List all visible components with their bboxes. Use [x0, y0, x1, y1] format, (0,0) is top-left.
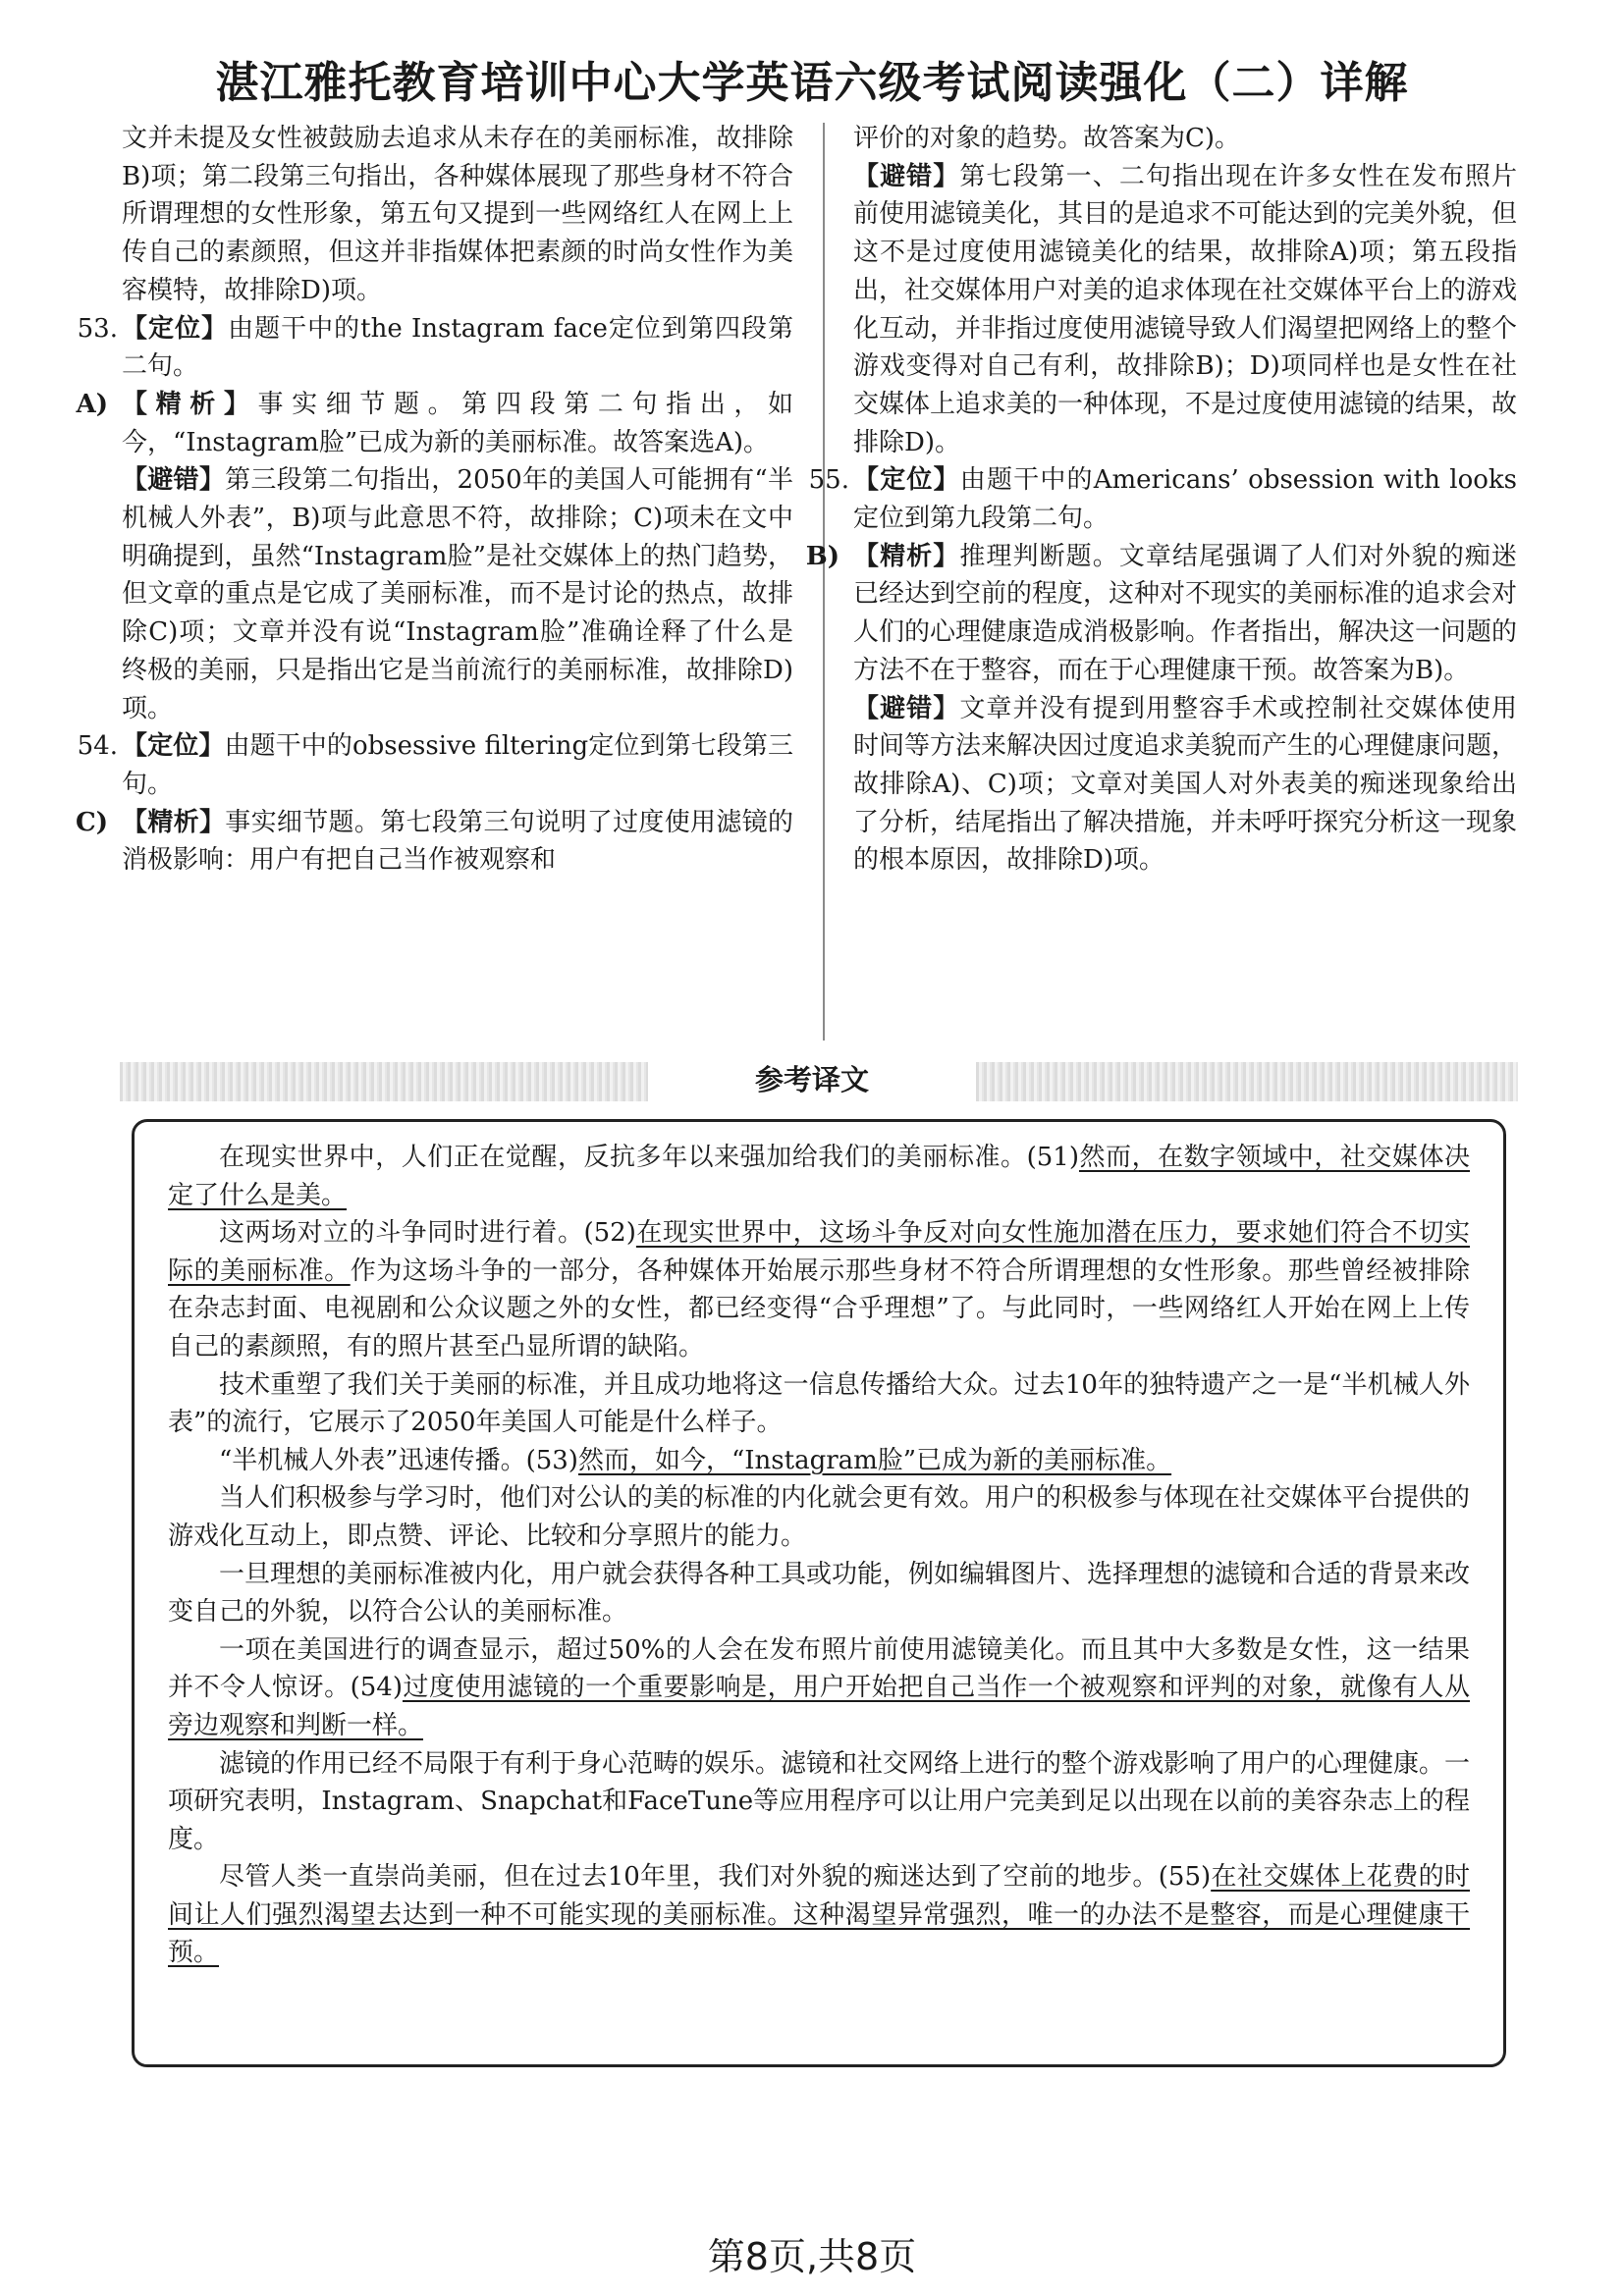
underlined-answer-sentence: 然而，如今，“Instagram脸”已成为新的美丽标准。	[577, 1445, 1172, 1475]
translation-text-run: 尽管人类一直崇尚美丽，但在过去10年里，我们对外貌的痴迷达到了空前的地步。(55)	[219, 1862, 1212, 1893]
q55-number: 55.	[808, 465, 849, 496]
q52-continuation: 文并未提及女性被鼓励去追求从未存在的美丽标准，故排除B)项；第二段第三句指出，各种媒体展现了那些身材不符合所谓理想的女性形象，第五句又提到一些网络红人在网上上传自己的素颜照，但这并非指媒体把素颜的时尚女性作为美容模特，故排除D)项。	[122, 124, 793, 305]
q54-avoid-text: 第七段第一、二句指出现在许多女性在发布照片前使用滤镜美化，其目的是追求不可能达到的完美外貌，但这不是过度使用滤镜美化的结果，故排除A)项；第五段指出，社交媒体用户对美的追求体现在社交媒体平台上的游戏化互动，并非指过度使用滤镜导致人们渴望把网络上的整个游戏变得对自己有利，故排除B)；D)项同样也是女性在社交媒体上追求美的一种体现，不是过度使用滤镜的结果，故排除D)。	[853, 161, 1518, 457]
q54-analysis	[76, 804, 793, 880]
translation-paragraph	[168, 1214, 1470, 1365]
translation-heading: 参考译文	[648, 1058, 976, 1101]
q54-avoid-tag: 【避错】	[853, 161, 960, 191]
q55-avoid-tag: 【避错】	[853, 693, 960, 723]
q53-number: 53.	[77, 313, 118, 344]
q54-number: 54.	[77, 731, 118, 762]
translation-paragraph	[168, 1442, 1470, 1480]
translation-paragraph: 滤镜的作用已经不局限于有利于身心范畴的娱乐。滤镜和社交网络上进行的整个游戏影响了用户的心理健康。一项研究表明，Instagram、Snapchat和FaceTune等应用程序可以让用户完美到足以出现在以前的美容杂志上的程度。	[168, 1748, 1471, 1854]
q55-analysis-tag: 【精析】	[853, 541, 960, 571]
translation-text-run: “半机械人外表”迅速传播。(53)	[219, 1445, 578, 1475]
q53-analysis-text: 事实细节题。第四段第二句指出，如今，“Instagram脸”已成为新的美丽标准。故答案选A)。	[122, 389, 793, 457]
q55-avoid-text: 文章并没有提到用整容手术或控制社交媒体使用时间等方法来解决因过度追求美貌而产生的心理健康问题，故排除A)、C)项；文章对美国人对外表美的痴迷现象给出了分析，结尾指出了解决措施，并未呼吁探究分析这一现象的根本原因，故排除D)项。	[853, 693, 1518, 876]
q53-answer: A)	[76, 389, 108, 419]
q55-locate	[808, 461, 1517, 537]
underlined-answer-sentence: 然而，在数字领域中，社交媒体决定了什么是美。	[168, 1143, 1470, 1210]
q55-avoid	[853, 690, 1517, 881]
underlined-answer-sentence: 过度使用滤镜的一个重要影响是，用户开始把自己当作一个被观察和评判的对象，就像有人从旁边观察和判断一样。	[168, 1673, 1470, 1740]
translation-text-run: 一项在美国进行的调查显示，超过50%的人会在发布照片前使用滤镜美化。而且其中大多数是女性，这一结果并不令人惊讶。(54)	[168, 1634, 1470, 1703]
q54-locate	[77, 727, 793, 803]
q53-analysis-tag: 【精析】	[122, 389, 258, 419]
column-divider	[823, 123, 825, 1041]
q53-locate-text: 由题干中的the Instagram face定位到第四段第二句。	[122, 313, 793, 382]
q53-avoid-text: 第三段第二句指出，2050年的美国人可能拥有“半机械人外表”，B)项与此意思不符，故排除；C)项未在文中明确提到，虽然“Instagram脸”是社交媒体上的热门趋势，但文章的重点是它成了美丽标准，而不是讨论的热点，故排除C)项；文章并没有说“Instagram脸”准确诠释了什么是终极的美丽，只是指出它是当前流行的美丽标准，故排除D)项。	[122, 465, 793, 723]
q54-answer: C)	[76, 807, 108, 837]
left-column	[76, 120, 793, 880]
q55-locate-text: 由题干中的Americans’ obsession with looks定位到第九段第二句。	[853, 465, 1517, 534]
translation-text-run: 这两场对立的斗争同时进行着。(52)	[219, 1218, 636, 1249]
translation-text	[168, 1139, 1470, 1972]
right-column	[805, 120, 1518, 880]
q55-analysis-text: 推理判断题。文章结尾强调了人们对外貌的痴迷已经达到空前的程度，这种对不现实的美丽标准的追求会对人们的心理健康造成消极影响。作者指出，解决这一问题的方法不在于整容，而在于心理健康干预。故答案为B)。	[853, 541, 1518, 685]
translation-paragraph: 一旦理想的美丽标准被内化，用户就会获得各种工具或功能，例如编辑图片、选择理想的滤镜和合适的背景来改变自己的外貌，以符合公认的美丽标准。	[168, 1559, 1471, 1628]
q54-locate-text: 由题干中的obsessive filtering定位到第七段第三句。	[122, 731, 793, 799]
underlined-answer-sentence: 在现实世界中，这场斗争反对向女性施加潜在压力，要求她们符合不切实际的美丽标准。	[168, 1218, 1470, 1286]
q54-continuation: 评价的对象的趋势。故答案为C)。	[853, 124, 1241, 153]
page-title: 湛江雅托教育培训中心大学英语六级考试阅读强化（二）详解	[215, 58, 1409, 108]
underlined-answer-sentence: 在社交媒体上花费的时间让人们强烈渴望去达到一种不可能实现的美丽标准。这种渴望异常强烈，唯一的办法不是整容，而是心理健康干预。	[168, 1862, 1470, 1968]
q54-analysis-tag: 【精析】	[122, 807, 226, 837]
translation-paragraph: 当人们积极参与学习时，他们对公认的美的标准的内化就会更有效。用户的积极参与体现在社交媒体平台提供的游戏化互动上，即点赞、评论、比较和分享照片的能力。	[168, 1483, 1471, 1551]
translation-paragraph	[168, 1631, 1470, 1745]
translation-paragraph	[168, 1139, 1470, 1214]
translation-text-run: 在现实世界中，人们正在觉醒，反抗多年以来强加给我们的美丽标准。(51)	[219, 1143, 1079, 1172]
q53-avoid-tag: 【避错】	[122, 465, 226, 496]
translation-paragraph: 技术重塑了我们关于美丽的标准，并且成功地将这一信息传播给大众。过去10年的独特遗产之一是“半机械人外表”的流行，它展示了2050年美国人可能是什么样子。	[168, 1369, 1470, 1438]
translation-paragraph	[168, 1858, 1470, 1972]
q54-analysis-text: 事实细节题。第七段第三句说明了过度使用滤镜的消极影响：用户有把自己当作被观察和	[122, 807, 793, 876]
q53-locate	[77, 310, 793, 386]
page-number: 第8页,共8页	[707, 2235, 917, 2278]
q54-avoid	[853, 158, 1517, 462]
q54-locate-tag: 【定位】	[122, 731, 225, 762]
q55-analysis	[805, 538, 1518, 690]
q53-avoid	[122, 461, 793, 727]
translation-text-run: 作为这场斗争的一部分，各种媒体开始展示那些身材不符合所谓理想的女性形象。那些曾经被排除在杂志封面、电视剧和公众议题之外的女性，都已经变得“合乎理想”了。与此同时，一些网络红人开始在网上上传自己的素颜照，有的照片甚至凸显所谓的缺陷。	[168, 1255, 1470, 1362]
q53-locate-tag: 【定位】	[122, 313, 229, 344]
q55-answer: B)	[805, 541, 839, 571]
q55-locate-tag: 【定位】	[853, 465, 960, 496]
q53-analysis	[76, 386, 793, 461]
